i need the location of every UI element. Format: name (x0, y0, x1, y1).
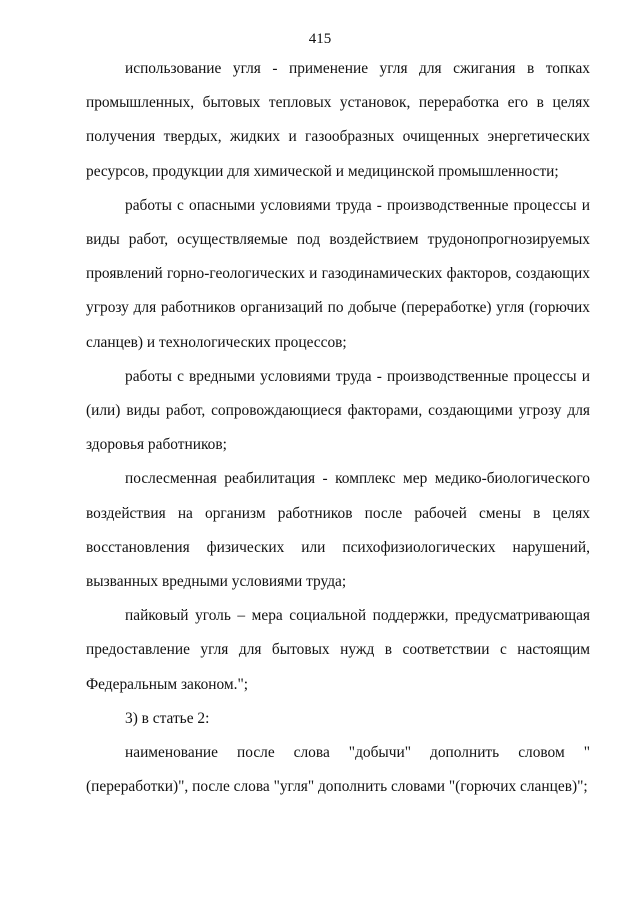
paragraph-definition-ration-coal: пайковый уголь – мера социальной поддержки, предусматривающая предоставление угля для бытовых нужд в соответствии с настоящим Федеральным законом."; (86, 607, 590, 693)
paragraph-definition-coal-use: использование угля - применение угля для сжигания в топках промышленных, бытовых тепловых установок, переработка его в целях получения твердых, жидких и газообразных очищенных энергетических ресурсов, продукции для химической и медицинской промышленности; (86, 60, 590, 180)
paragraph-definition-harmful-work: работы с вредными условиями труда - производственные процессы и (или) виды работ, сопровождающиеся факторами, создающими угрозу для здоровья работников; (86, 367, 590, 454)
document-body (86, 52, 590, 804)
page-number: 415 (308, 31, 332, 47)
paragraph-article-2-amendment: наименование после слова "добычи" дополнить словом "(переработки)", после слова "угля" дополнить словами "(горючих сланцев)"; (86, 744, 590, 796)
paragraph-article-2-heading: 3) в статье 2: (125, 709, 210, 727)
paragraph-definition-rehabilitation: послесменная реабилитация - комплекс мер медико-биологического воздействия на организм работников после рабочей смены в целях восстановления физических или психофизиологических нарушений, вызванных вредными условиями труда; (86, 470, 590, 591)
paragraph-definition-hazardous-work: работы с опасными условиями труда - производственные процессы и виды работ, осуществляемые под воздействием трудонопрогнозируемых проявлений горно-геологических и газодинамических факторов, создающих угрозу для работников организаций по добыче (переработке) угля (горючих сланцев) и технологических процессов; (86, 196, 590, 351)
